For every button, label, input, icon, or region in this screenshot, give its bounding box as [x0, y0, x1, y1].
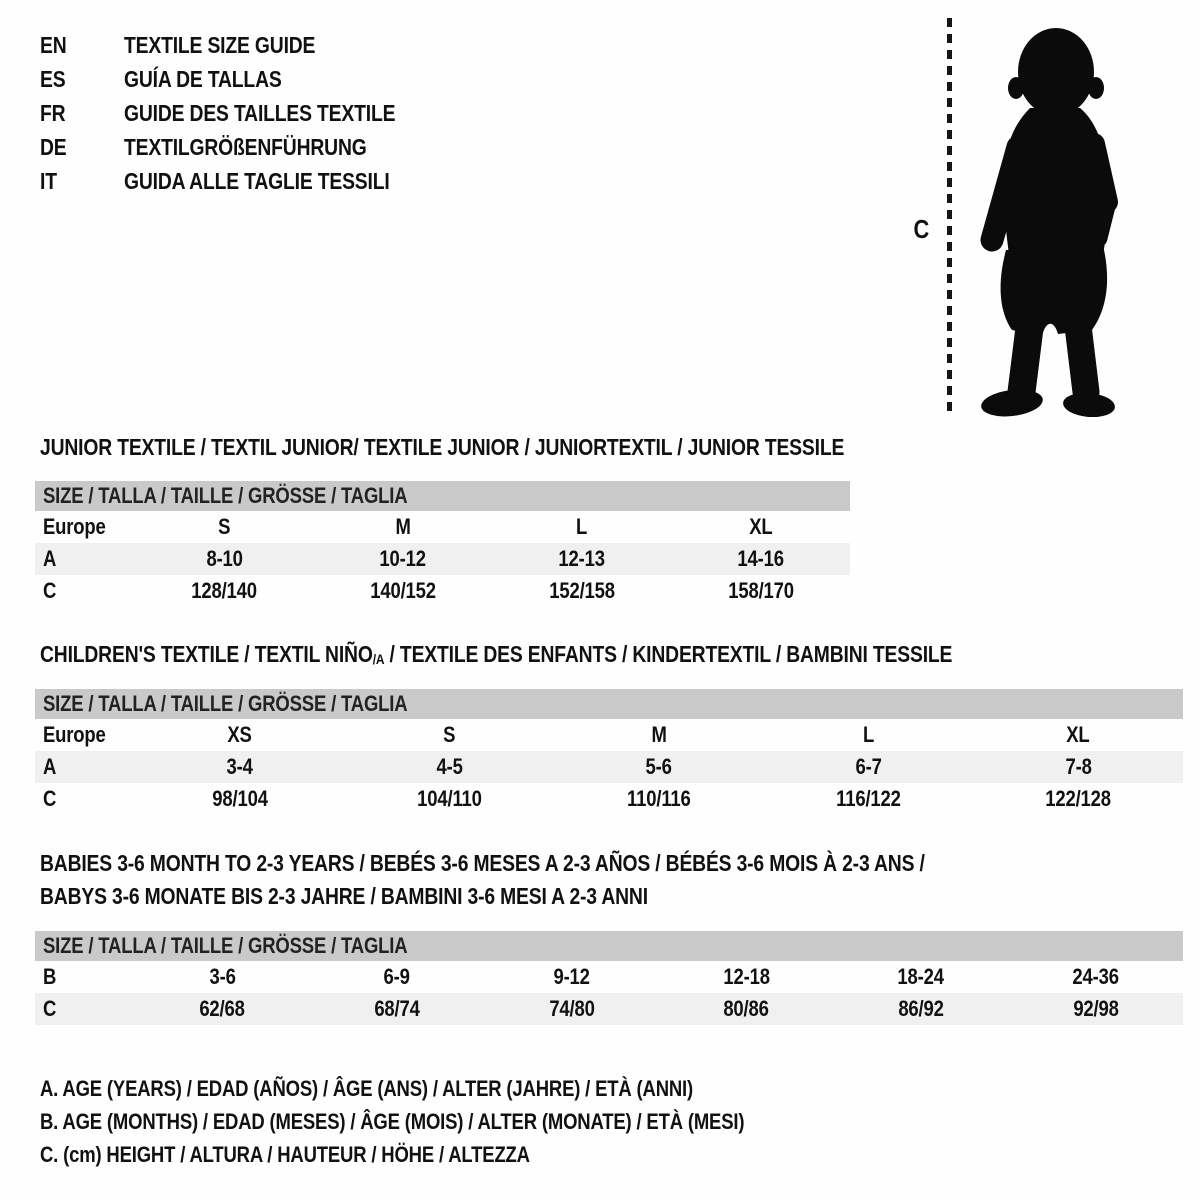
size-value-cell: S	[218, 514, 231, 539]
legend-line-c: C. (cm) HEIGHT / ALTURA / HAUTEUR / HÖHE / ALTEZZA	[40, 1142, 530, 1167]
size-value-cell: 122/128	[1045, 786, 1111, 811]
lang-code: ES	[40, 66, 66, 92]
size-value-cell: 62/68	[199, 996, 246, 1021]
lang-title: TEXTILE SIZE GUIDE	[124, 32, 316, 58]
height-measure-dashed-line	[947, 18, 952, 415]
size-header-bar: SIZE / TALLA / TAILLE / GRÖSSE / TAGLIA	[35, 689, 1183, 719]
babies-section-title: BABIES 3-6 MONTH TO 2-3 YEARS / BEBÉS 3-6 MESES A 2-3 AÑOS / BÉBÉS 3-6 MOIS À 2-3 ANS / BABYS 3-6 MONATE BIS 2-3 JAHRE / BAMBINI 3-6 MESI A 2-3 ANNI	[40, 850, 925, 909]
junior-section-title: JUNIOR TEXTILE / TEXTIL JUNIOR/ TEXTILE JUNIOR / JUNIORTEXTIL / JUNIOR TESSILE	[40, 434, 845, 460]
lang-row-es	[40, 62, 447, 96]
size-value-cell: 6-9	[383, 964, 411, 989]
children-section-title: CHILDREN'S TEXTILE / TEXTIL NIÑO/A / TEXTILE DES ENFANTS / KINDERTEXTIL / BAMBINI TESSILE	[40, 641, 953, 668]
size-value-cell: 116/122	[836, 786, 901, 811]
lang-title: GUIDE DES TAILLES TEXTILE	[124, 100, 396, 126]
size-table-row	[35, 511, 850, 543]
size-value-cell: 140/152	[370, 578, 436, 603]
row-label-cell: Europe	[43, 722, 106, 747]
language-title-list	[40, 28, 447, 198]
size-value-cell: 104/110	[417, 786, 482, 811]
size-value-cell: XL	[1066, 722, 1090, 747]
row-label-cell: C	[43, 786, 57, 811]
lang-title: GUÍA DE TALLAS	[124, 66, 282, 92]
size-value-cell: 86/92	[898, 996, 944, 1021]
size-table-row	[35, 961, 1183, 993]
lang-title: GUIDA ALLE TAGLIE TESSILI	[124, 168, 390, 194]
size-value-cell: 18-24	[897, 964, 945, 989]
size-value-cell: 98/104	[212, 786, 268, 811]
lang-title: TEXTILGRÖßENFÜHRUNG	[124, 134, 367, 160]
size-value-cell: 6-7	[855, 754, 882, 779]
size-value-cell: 8-10	[206, 546, 243, 571]
size-value-cell: 92/98	[1072, 996, 1119, 1021]
size-table-row	[35, 719, 1183, 751]
row-label-cell: Europe	[43, 514, 106, 539]
size-value-cell: 7-8	[1065, 754, 1092, 779]
size-value-cell: 4-5	[436, 754, 463, 779]
size-header-bar: SIZE / TALLA / TAILLE / GRÖSSE / TAGLIA	[35, 931, 1183, 961]
size-table-row	[35, 783, 1183, 815]
lang-code: DE	[40, 134, 67, 160]
size-value-cell: 128/140	[191, 578, 258, 603]
legend-line-b: B. AGE (MONTHS) / EDAD (MESES) / ÂGE (MOIS) / ALTER (MONATE) / ETÀ (MESI)	[40, 1109, 745, 1134]
size-value-cell: 3-6	[209, 964, 236, 989]
children-size-table	[35, 689, 1183, 815]
size-value-cell: 9-12	[553, 964, 590, 989]
height-measure-label: C	[913, 214, 930, 244]
row-label-cell: C	[43, 578, 57, 603]
size-value-cell: 80/86	[723, 996, 770, 1021]
lang-row-de	[40, 130, 447, 164]
size-header-bar: SIZE / TALLA / TAILLE / GRÖSSE / TAGLIA	[35, 481, 850, 511]
size-value-cell: 14-16	[737, 546, 784, 571]
lang-row-it	[40, 164, 447, 198]
size-value-cell: L	[863, 722, 875, 747]
legend	[40, 1072, 878, 1171]
size-table-row	[35, 993, 1183, 1025]
size-value-cell: 68/74	[374, 996, 420, 1021]
lang-code: IT	[40, 168, 57, 194]
size-value-cell: 110/116	[627, 786, 691, 811]
lang-code: EN	[40, 32, 67, 58]
size-value-cell: M	[395, 514, 411, 539]
lang-row-en	[40, 28, 447, 62]
size-value-cell: XL	[748, 514, 773, 539]
size-value-cell: 12-18	[723, 964, 770, 989]
lang-code: FR	[40, 100, 66, 126]
babies-size-table	[35, 931, 1183, 1025]
size-value-cell: 74/80	[548, 996, 595, 1021]
row-label-cell: A	[43, 546, 57, 571]
size-value-cell: 5-6	[645, 754, 673, 779]
size-value-cell: 24-36	[1072, 964, 1119, 989]
row-label-cell: A	[43, 754, 57, 779]
row-label-cell: B	[43, 964, 57, 989]
legend-line-a: A. AGE (YEARS) / EDAD (AÑOS) / ÂGE (ANS) / ALTER (JAHRE) / ETÀ (ANNI)	[40, 1076, 694, 1101]
size-table-row	[35, 751, 1183, 783]
size-value-cell: M	[651, 722, 667, 747]
size-table-row	[35, 575, 850, 607]
toddler-silhouette-icon	[968, 12, 1143, 417]
size-value-cell: 3-4	[226, 754, 253, 779]
size-value-cell: S	[443, 722, 456, 747]
size-value-cell: 158/170	[727, 578, 794, 603]
size-table-row	[35, 543, 850, 575]
size-value-cell: 152/158	[549, 578, 615, 603]
nino-a-subscript: /A	[372, 652, 385, 668]
size-value-cell: 12-13	[558, 546, 606, 571]
size-value-cell: XS	[227, 722, 252, 747]
row-label-cell: C	[43, 996, 57, 1021]
lang-row-fr	[40, 96, 447, 130]
size-value-cell: 10-12	[379, 546, 427, 571]
junior-size-table	[35, 481, 850, 607]
size-value-cell: L	[576, 514, 588, 539]
